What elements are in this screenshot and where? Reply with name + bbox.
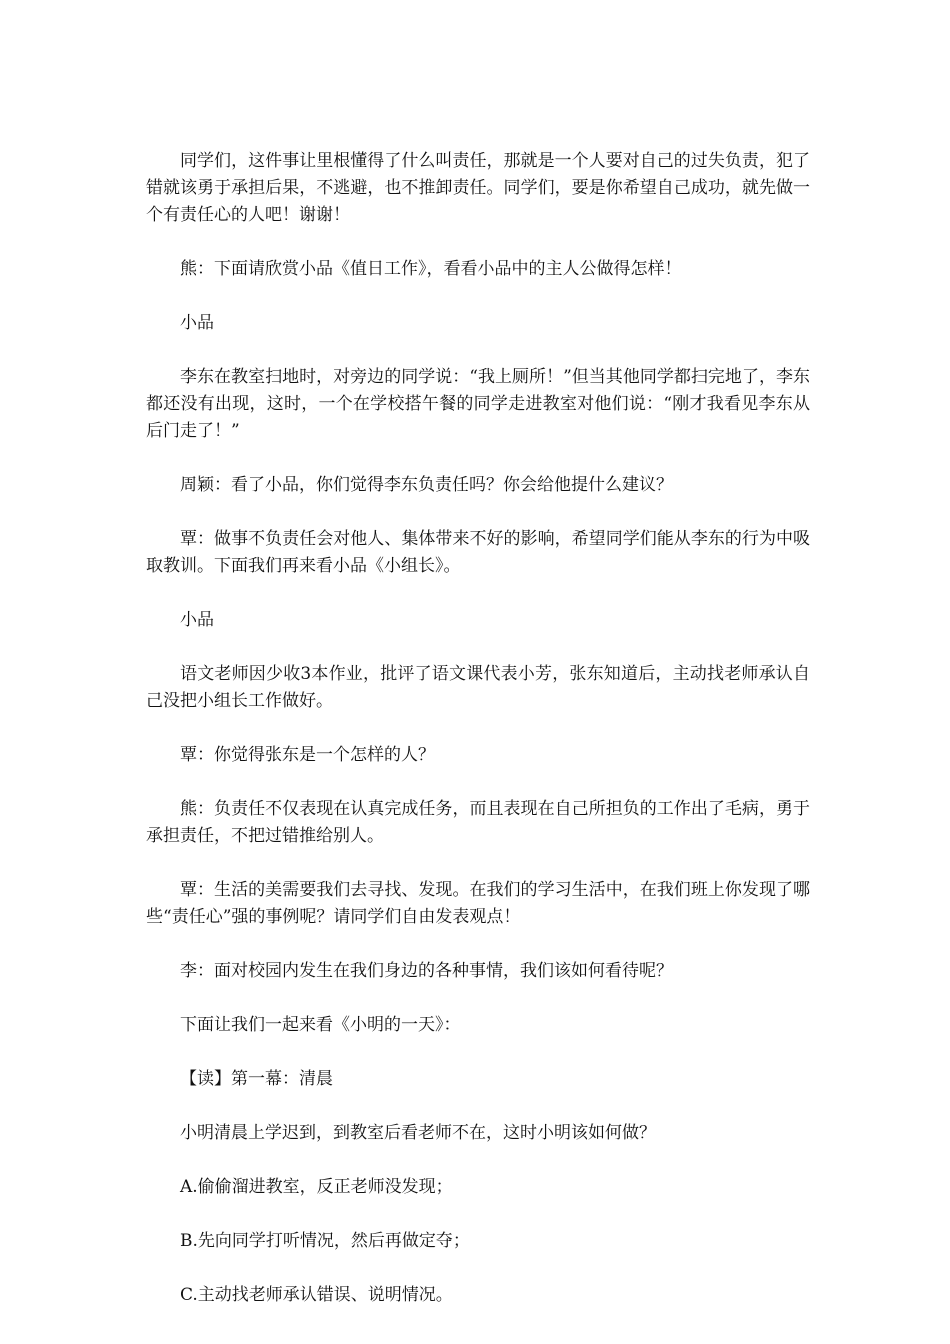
option-a: A.偷偷溜进教室，反正老师没发现；: [180, 1177, 453, 1197]
paragraph-act-one-heading: 【读】第一幕：清晨: [180, 1069, 333, 1089]
option-c: C.主动找老师承认错误、说明情况。: [180, 1285, 453, 1305]
paragraph-xiong-responsibility: 熊：负责任不仅表现在认真完成任务，而且表现在自己所担负的工作出了毛病，勇于承担责任，不把过错推给别人。: [146, 799, 810, 846]
paragraph-skit-heading-2: 小品: [180, 610, 214, 630]
paragraph-conclusion: 同学们，这件事让里根懂得了什么叫责任，那就是一个人要对自己的过失负责，犯了错就该勇于承担后果，不逃避，也不推卸责任。同学们，要是你希望自己成功，就先做一个有责任心的人吧！谢谢！: [146, 151, 810, 225]
option-b: B.先向同学打听情况，然后再做定夺；: [180, 1231, 470, 1251]
paragraph-skit-li-dong: 李东在教室扫地时，对旁边的同学说：“我上厕所！”但当其他同学都扫完地了，李东都还没有出现，这时，一个在学校搭午餐的同学走进教室对他们说：“刚才我看见李东从后门走了！”: [146, 367, 810, 441]
paragraph-scenario-question: 小明清晨上学迟到，到教室后看老师不在，这时小明该如何做？: [180, 1123, 656, 1143]
paragraph-skit-zhang-dong: 语文老师因少收3本作业，批评了语文课代表小芳，张东知道后，主动找老师承认自己没把小组长工作做好。: [146, 664, 810, 711]
paragraph-tan-discussion: 覃：生活的美需要我们去寻找、发现。在我们的学习生活中，在我们班上你发现了哪些“责任心”强的事例呢？请同学们自由发表观点！: [146, 880, 810, 927]
paragraph-xiaoming-intro: 下面让我们一起来看《小明的一天》：: [180, 1015, 461, 1035]
paragraph-tan-question: 覃：你觉得张东是一个怎样的人？: [180, 745, 435, 765]
paragraph-xiong-intro-skit: 熊：下面请欣赏小品《值日工作》，看看小品中的主人公做得怎样！: [180, 259, 682, 279]
paragraph-li-question: 李：面对校园内发生在我们身边的各种事情，我们该如何看待呢？: [180, 961, 673, 981]
paragraph-zhou-ying-question: 周颖：看了小品，你们觉得李东负责任吗？你会给他提什么建议？: [180, 475, 673, 495]
paragraph-skit-heading-1: 小品: [180, 313, 214, 333]
paragraph-tan-lesson: 覃：做事不负责任会对他人、集体带来不好的影响，希望同学们能从李东的行为中吸取教训。下面我们再来看小品《小组长》。: [146, 529, 810, 576]
document-page: [146, 148, 810, 1336]
